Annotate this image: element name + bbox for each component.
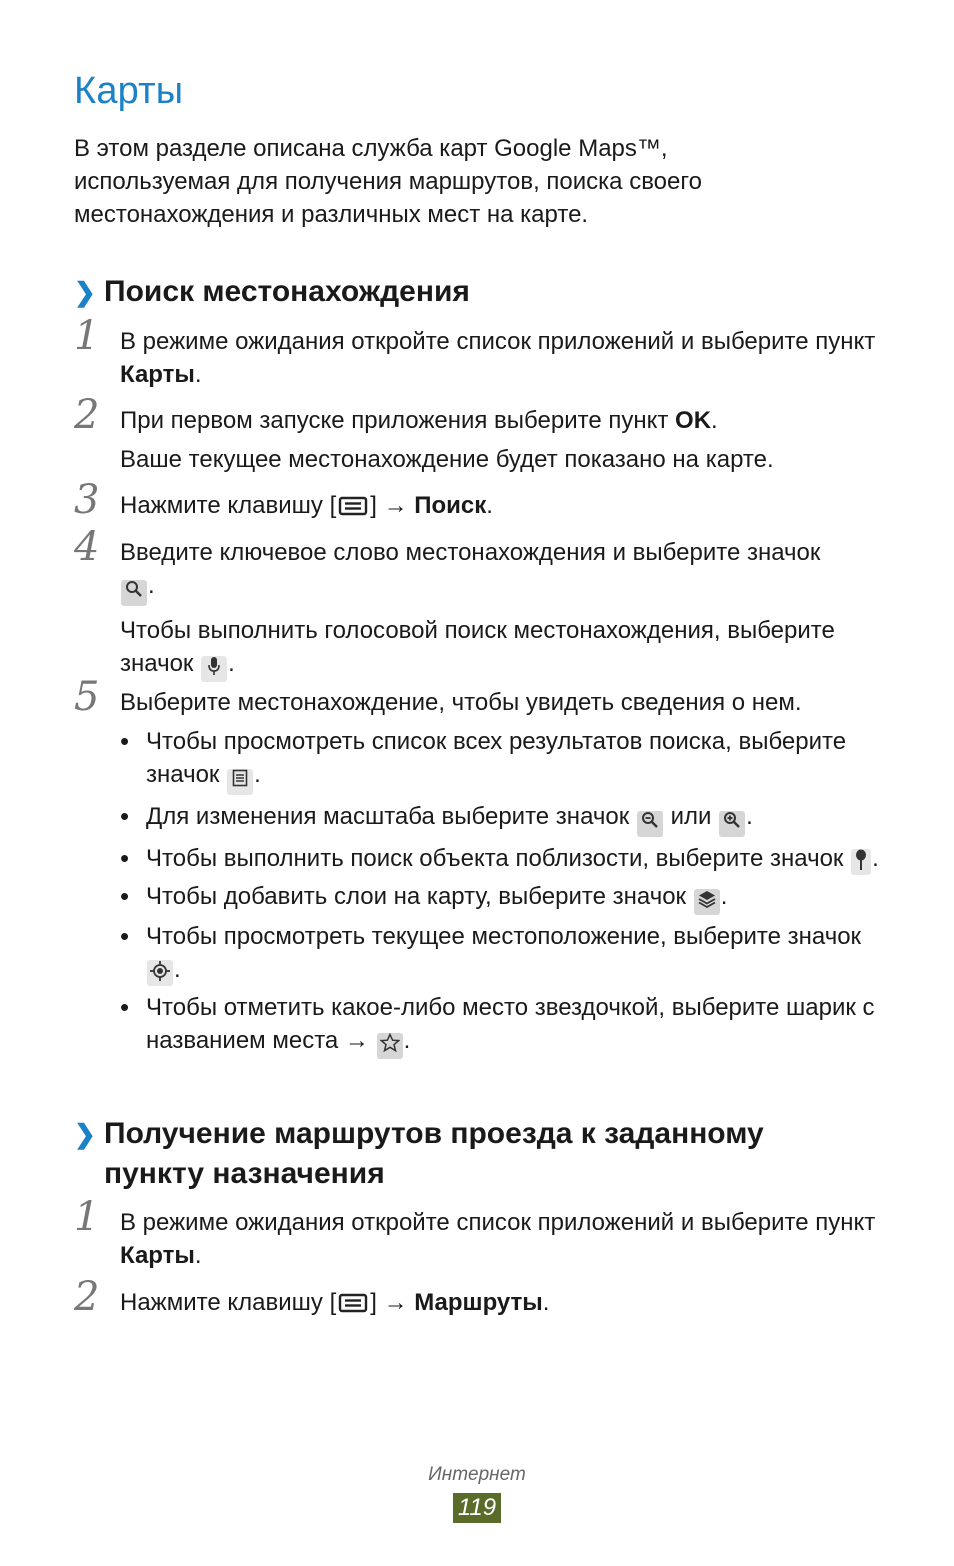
step-punct: . <box>194 361 202 388</box>
list-item <box>120 880 894 915</box>
intro-line: местонахождения и различных мест на карте. <box>74 201 589 228</box>
section-heading-text: Получение маршрутов проезда к заданному <box>104 1117 764 1150</box>
step-bold: Поиск <box>414 492 487 519</box>
step-number: 5 <box>74 674 100 720</box>
section-heading-directions <box>74 1114 894 1194</box>
list-icon <box>227 769 253 795</box>
step-arrow: ] → <box>370 1289 415 1316</box>
zoom-in-icon <box>719 811 745 837</box>
menu-key-icon <box>336 496 370 516</box>
step-2 <box>74 392 894 476</box>
step-text: При первом запуске приложения выберите пункт <box>120 407 676 434</box>
list-item <box>120 842 894 875</box>
bullet-text: или <box>670 803 712 830</box>
intro-paragraph <box>74 132 894 231</box>
step-text: Нажмите клавишу [ <box>120 1289 337 1316</box>
intro-line: используемая для получения маршрутов, поиска своего <box>74 168 702 195</box>
bullet-punct: . <box>254 761 261 788</box>
step-punct: . <box>194 1242 202 1269</box>
step-text: В режиме ожидания откройте список приложений и выберите пункт <box>120 1209 876 1236</box>
step-punct: . <box>486 492 493 519</box>
step-bold: Маршруты <box>414 1289 543 1316</box>
menu-key-icon <box>336 1293 370 1313</box>
step-punct: . <box>148 572 155 599</box>
step-bold: Карты <box>120 361 195 388</box>
zoom-out-icon <box>637 811 663 837</box>
step-number: 1 <box>74 313 100 359</box>
step-1 <box>74 313 894 391</box>
step-4 <box>74 524 894 682</box>
footer-section-label: Интернет <box>428 1464 526 1485</box>
step-punct: . <box>711 407 718 434</box>
step-bold: OK <box>675 407 712 434</box>
step-number: 3 <box>74 477 100 523</box>
step-note: Ваше текущее местонахождение будет показано на карте. <box>120 446 774 473</box>
step-note: Чтобы выполнить голосовой поиск местонахождения, выберите значок <box>120 617 835 677</box>
step-text: Нажмите клавишу [ <box>120 492 337 519</box>
section-heading-text: пункту назначения <box>104 1157 385 1190</box>
microphone-icon <box>201 656 227 682</box>
list-item <box>120 800 894 837</box>
bullet-text: Чтобы отметить какое-либо место звездочкой, выберите шарик с названием места → <box>146 994 875 1054</box>
chevron-right-icon: ❯ <box>74 277 96 307</box>
page-number: 119 <box>453 1493 501 1523</box>
bullet-punct: . <box>403 1027 411 1054</box>
step-punct: . <box>228 650 235 677</box>
star-icon <box>377 1033 403 1059</box>
bullet-text: Для изменения масштаба выберите значок <box>146 803 630 830</box>
step-bold: Карты <box>120 1242 195 1269</box>
step-text: В режиме ожидания откройте список приложений и выберите пункт <box>120 328 876 355</box>
options-list <box>120 725 894 1059</box>
step-1 <box>74 1194 894 1272</box>
list-item <box>120 725 894 795</box>
step-2 <box>74 1274 894 1320</box>
step-punct: . <box>542 1289 550 1316</box>
step-3 <box>74 477 894 523</box>
step-text: Введите ключевое слово местонахождения и выберите значок <box>120 539 821 566</box>
step-5 <box>74 674 894 1064</box>
section-heading-text: Поиск местонахождения <box>104 275 470 308</box>
bullet-punct: . <box>174 956 181 983</box>
bullet-text: Чтобы просмотреть текущее местоположение, выберите значок <box>146 923 862 950</box>
page-title: Карты <box>74 70 184 112</box>
list-item <box>120 991 894 1059</box>
step-number: 2 <box>74 1274 100 1320</box>
bullet-punct: . <box>720 883 728 910</box>
search-icon <box>121 580 147 606</box>
bullet-text: Чтобы просмотреть список всех результатов поиска, выберите значок <box>146 728 847 788</box>
step-number: 1 <box>74 1194 100 1240</box>
section-heading-location-search <box>74 272 894 312</box>
bullet-text: Чтобы добавить слои на карту, выберите значок <box>146 883 687 910</box>
list-item <box>120 920 894 986</box>
step-number: 2 <box>74 392 100 438</box>
bullet-text: Чтобы выполнить поиск объекта поблизости, выберите значок <box>146 845 844 872</box>
map-pin-icon <box>851 849 871 875</box>
layers-icon <box>694 889 720 915</box>
step-text: Выберите местонахождение, чтобы увидеть сведения о нем. <box>120 689 802 716</box>
chevron-right-icon: ❯ <box>74 1119 96 1149</box>
my-location-icon <box>147 960 173 986</box>
bullet-punct: . <box>746 803 753 830</box>
bullet-punct: . <box>872 845 879 872</box>
step-number: 4 <box>74 524 100 570</box>
step-arrow: ] → <box>370 492 415 519</box>
intro-line: В этом разделе описана служба карт Google Maps™, <box>74 135 668 162</box>
